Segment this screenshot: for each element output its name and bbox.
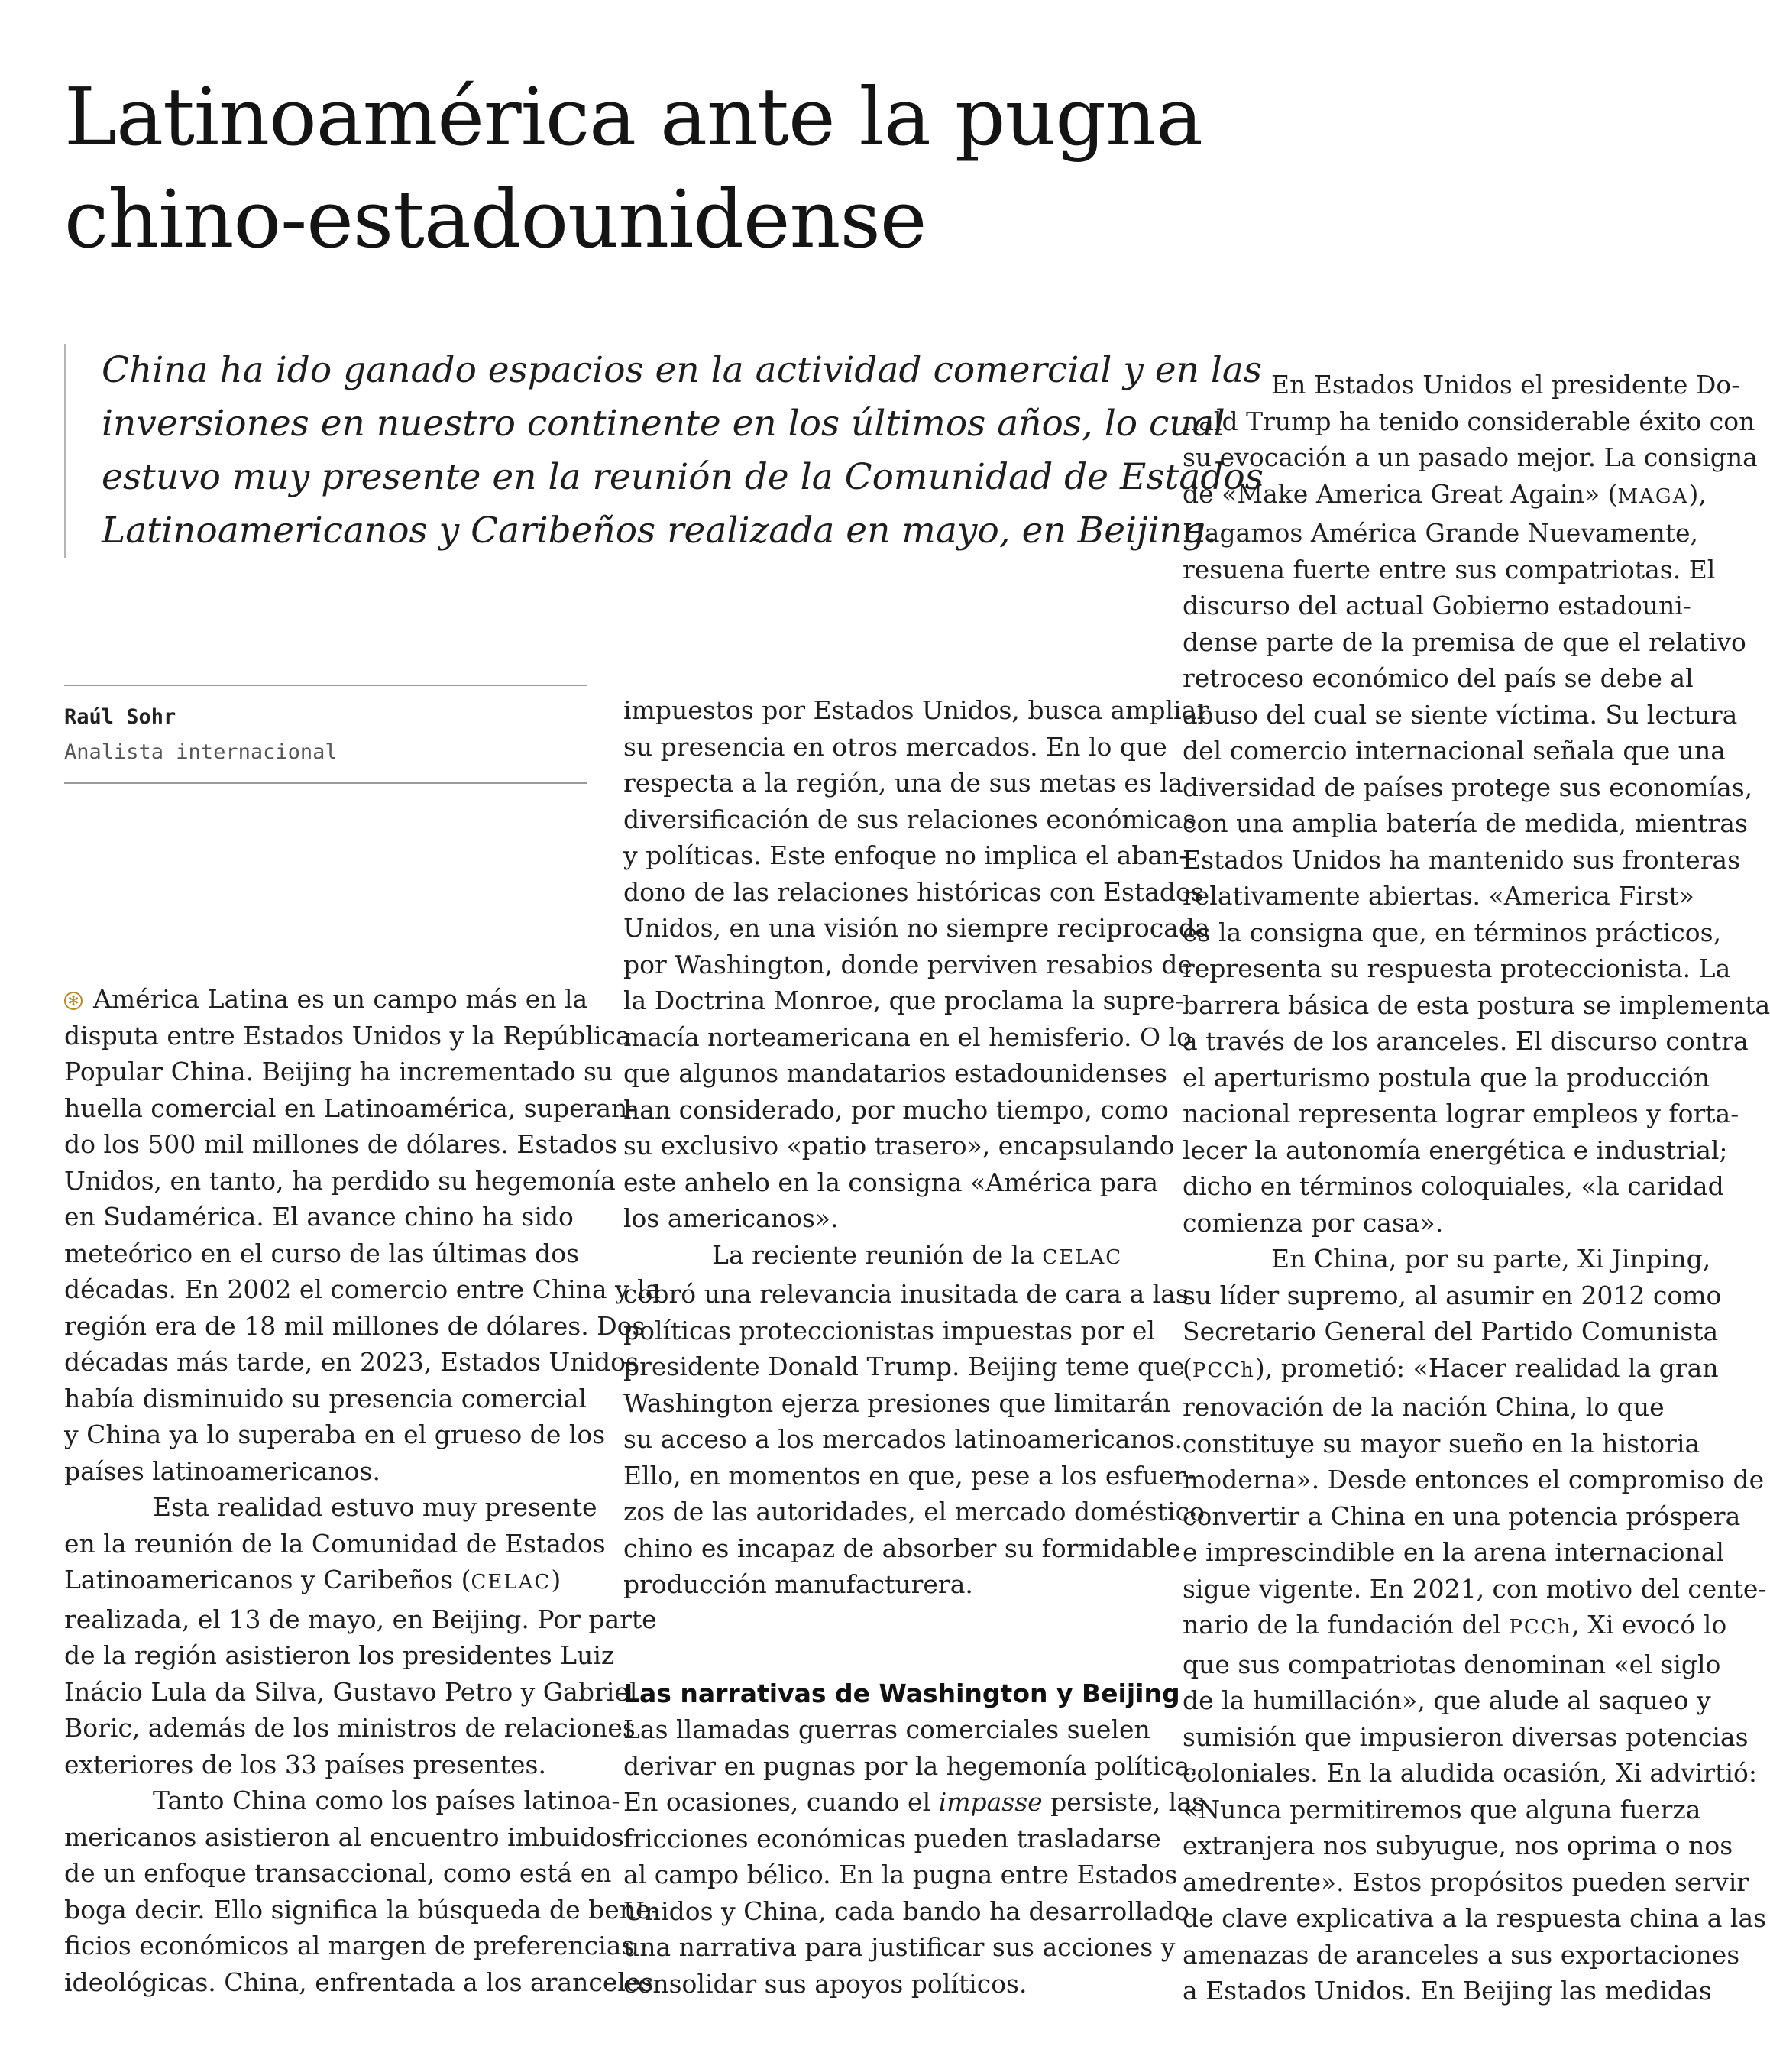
section-gap: [623, 1603, 1146, 1675]
rosette-icon: ✻: [64, 992, 83, 1010]
text-line: amedrente». Estos propósitos pueden servir: [1183, 1866, 1749, 1897]
text-line: amenazas de aranceles a sus exportaciones: [1183, 1939, 1740, 1970]
text-line: zos de las autoridades, el mercado doméstico: [623, 1497, 1205, 1526]
text-line: macía norteamericana en el hemisferio. O lo: [623, 1021, 1192, 1052]
text-line: Tanto China como los países latinoa-: [153, 1785, 620, 1815]
author-name: Raúl Sohr: [64, 705, 176, 729]
text-line: Popular China. Beijing ha incrementado su: [64, 1057, 613, 1086]
text-line: La reciente reunión de la CELAC: [712, 1239, 1123, 1270]
text-line: su líder supremo, al asumir en 2012 como: [1183, 1280, 1722, 1310]
text-line: fricciones económicas pueden trasladarse: [623, 1823, 1161, 1853]
text-line: Ello, en momentos en que, pese a los esfuer-: [623, 1460, 1195, 1491]
text-line: a Estados Unidos. En Beijing las medidas: [1183, 1976, 1712, 2006]
text-line: diversidad de países protege sus economías,: [1183, 772, 1753, 802]
text-line: al campo bélico. En la pugna entre Estados: [623, 1860, 1178, 1889]
text-line: «Nunca permitiremos que alguna fuerza: [1183, 1794, 1701, 1824]
text-line: ideológicas. China, enfrentada a los aranceles: [64, 1967, 654, 1997]
text-line: disputa entre Estados Unidos y la República: [64, 1020, 631, 1051]
text-line: el aperturismo postula que la producción: [1183, 1062, 1710, 1093]
text-line: respecta a la región, una de sus metas es la: [623, 768, 1183, 798]
text-line: resuena fuerte entre sus compatriotas. El: [1183, 554, 1716, 584]
text-line: de la región asistieron los presidentes Luiz: [64, 1640, 615, 1670]
text-line: su evocación a un pasado mejor. La consigna: [1183, 442, 1758, 472]
text-line: renovación de la nación China, lo que: [1183, 1392, 1665, 1422]
text-line: representa su respuesta proteccionista. La: [1183, 953, 1731, 983]
byline: [64, 685, 587, 784]
text-line: En Estados Unidos el presidente Do-: [1271, 370, 1740, 400]
text-line: sumisión que impusieron diversas potencias: [1183, 1721, 1749, 1752]
text-line: dicho en términos coloquiales, «la caridad: [1183, 1171, 1724, 1201]
page-title: [64, 66, 1363, 270]
text-line: a través de los aranceles. El discurso contra: [1183, 1026, 1749, 1056]
text-line: es la consigna que, en términos prácticos,: [1183, 917, 1722, 947]
text-line: consolidar sus apoyos políticos.: [623, 1968, 1027, 1999]
lead-line: estuvo muy presente en la reunión de la Comunidad de Estados: [102, 456, 1264, 498]
text-line: región era de 18 mil millones de dólares. Dos: [64, 1310, 646, 1341]
author-role: Analista internacional: [64, 740, 338, 764]
text-line: nacional representa lograr empleos y forta-: [1183, 1099, 1739, 1128]
text-line: Boric, además de los ministros de relaciones: [64, 1713, 636, 1743]
text-line: del comercio internacional señala que una: [1183, 736, 1726, 766]
text-line-content: América Latina es un campo más en la: [93, 984, 588, 1014]
text-line: abuso del cual se siente víctima. Su lectura: [1183, 699, 1738, 730]
text-line: en la reunión de la Comunidad de Estados: [64, 1528, 606, 1559]
text-line: de clave explicativa a la respuesta china a las: [1183, 1903, 1767, 1933]
text-line: En ocasiones, cuando el impasse persiste, las: [623, 1787, 1205, 1817]
text-line: realizada, el 13 de mayo, en Beijing. Por parte: [64, 1604, 657, 1634]
text-line: su presencia en otros mercados. En lo que: [623, 731, 1167, 762]
text-line: Latinoamericanos y Caribeños (CELAC): [64, 1565, 561, 1594]
text-line: Esta realidad estuvo muy presente: [153, 1492, 597, 1522]
text-line: en Sudamérica. El avance chino ha sido: [64, 1202, 574, 1232]
text-line: y China ya lo superaba en el grueso de los: [64, 1420, 606, 1449]
text-line: diversificación de sus relaciones económicas: [623, 804, 1196, 834]
text-line: coloniales. En la aludida ocasión, Xi advirtió:: [1183, 1758, 1757, 1788]
text-line: que algunos mandatarios estadounidenses: [623, 1058, 1167, 1088]
text-line: Inácio Lula da Silva, Gustavo Petro y Gabriel: [64, 1676, 638, 1707]
text-line: impuestos por Estados Unidos, busca ampliar: [623, 695, 1209, 725]
text-line: y políticas. Este enfoque no implica el aban-: [623, 840, 1188, 870]
text-line: de un enfoque transaccional, como está en: [64, 1858, 612, 1888]
lead-paragraph: [64, 344, 1264, 558]
text-line: (PCCh), prometió: «Hacer realidad la gran: [1183, 1352, 1719, 1383]
text-line: exteriores de los 33 países presentes.: [64, 1749, 546, 1779]
text-line: meteórico en el curso de las últimas dos: [64, 1238, 580, 1268]
text-line: que sus compatriotas denominan «el siglo: [1183, 1649, 1721, 1679]
text-line: con una amplia batería de medida, mientras: [1183, 808, 1748, 838]
text-line: presidente Donald Trump. Beijing teme que: [623, 1352, 1185, 1381]
text-line: dense parte de la premisa de que el relativo: [1183, 626, 1746, 657]
text-line: este anhelo en la consigna «América para: [623, 1167, 1159, 1197]
text-line: relativamente abiertas. «America First»: [1183, 881, 1694, 911]
text-line: su exclusivo «patio trasero», encapsulando: [623, 1131, 1175, 1161]
text-line: políticas proteccionistas impuestas por el: [623, 1315, 1155, 1345]
lead-line: China ha ido ganado espacios en la actividad comercial y en las: [102, 349, 1263, 391]
section-subheading: Las narrativas de Washington y Beijing: [623, 1678, 1180, 1708]
text-line: nald Trump ha tenido considerable éxito con: [1183, 406, 1755, 436]
text-line: Secretario General del Partido Comunista: [1183, 1316, 1719, 1346]
text-line: décadas más tarde, en 2023, Estados Unidos: [64, 1347, 639, 1377]
text-line: barrera básica de esta postura se implementa: [1183, 989, 1770, 1020]
text-line: la Doctrina Monroe, que proclama la supre-: [623, 986, 1184, 1015]
text-line: dono de las relaciones históricas con Estados: [623, 876, 1204, 907]
text-line: Hagamos América Grande Nuevamente,: [1183, 518, 1699, 548]
text-line: lecer la autonomía energética e industrial;: [1183, 1135, 1728, 1165]
text-line: por Washington, donde perviven resabios de: [623, 949, 1192, 979]
text-line: moderna». Desde entonces el compromiso de: [1183, 1465, 1765, 1494]
text-line: ficios económicos al margen de preferencias: [64, 1931, 635, 1960]
text-line: Unidos, en tanto, ha perdido su hegemonía: [64, 1165, 616, 1196]
title-line-1: Latinoamérica ante la pugna: [64, 70, 1202, 163]
text-line: Unidos, en una visión no siempre reciprocada: [623, 913, 1210, 943]
text-line: los americanos».: [623, 1203, 839, 1233]
text-line: chino es incapaz de absorber su formidable: [623, 1533, 1181, 1563]
column-2: [623, 692, 1210, 2002]
text-line: una narrativa para justificar sus acciones y: [623, 1932, 1176, 1962]
text-line: derivar en pugnas por la hegemonía política.: [623, 1750, 1198, 1781]
text-line: producción manufacturera.: [623, 1569, 973, 1599]
text-line: nario de la fundación del PCCh, Xi evocó lo: [1183, 1610, 1727, 1640]
text-line: Unidos y China, cada bando ha desarrollado: [623, 1896, 1189, 1926]
text-line: Estados Unidos ha mantenido sus fronteras: [1183, 844, 1741, 875]
text-line: convertir a China en una potencia próspera: [1183, 1501, 1741, 1531]
text-line: comienza por casa».: [1183, 1207, 1444, 1238]
text-line: extranjera nos subyugue, nos oprima o nos: [1183, 1831, 1733, 1860]
text-line: constituye su mayor sueño en la historia: [1183, 1428, 1700, 1458]
text-line: boga decir. Ello significa la búsqueda de bene-: [64, 1894, 659, 1925]
text-line: [64, 981, 587, 1018]
text-line: Washington ejerza presiones que limitarán: [623, 1387, 1171, 1418]
text-line: su acceso a los mercados latinoamericanos.: [623, 1424, 1183, 1454]
text-line: cobró una relevancia inusitada de cara a las: [623, 1279, 1189, 1309]
lead-line: Latinoamericanos y Caribeños realizada en mayo, en Beijing.: [102, 510, 1217, 552]
text-line: de la humillación», que alude al saqueo y: [1183, 1685, 1711, 1715]
text-line: do los 500 mil millones de dólares. Estados: [64, 1129, 618, 1159]
text-line: había disminuido su presencia comercial: [64, 1383, 587, 1413]
text-line: retroceso económico del país se debe al: [1183, 663, 1694, 693]
text-line: décadas. En 2002 el comercio entre China y la: [64, 1274, 661, 1304]
text-line: mericanos asistieron al encuentro imbuidos: [64, 1821, 624, 1852]
text-line: e imprescindible en la arena internacional: [1183, 1537, 1724, 1567]
title-line-2: chino-estadounidense: [64, 173, 927, 266]
text-line: países latinoamericanos.: [64, 1455, 380, 1486]
text-line: discurso del actual Gobierno estadouni-: [1183, 591, 1691, 620]
text-line: sigue vigente. En 2021, con motivo del cente-: [1183, 1573, 1767, 1604]
column-1: [64, 981, 661, 2000]
text-line: Las llamadas guerras comerciales suelen: [623, 1714, 1150, 1744]
text-line: huella comercial en Latinoamérica, superan-: [64, 1093, 636, 1123]
lead-line: inversiones en nuestro continente en los últimos años, lo cual: [102, 403, 1225, 445]
text-line: En China, por su parte, Xi Jinping,: [1271, 1244, 1711, 1274]
text-line: de «Make America Great Again» (MAGA),: [1183, 478, 1707, 509]
column-3: [1183, 367, 1770, 2009]
text-line: han considerado, por mucho tiempo, como: [623, 1094, 1169, 1125]
